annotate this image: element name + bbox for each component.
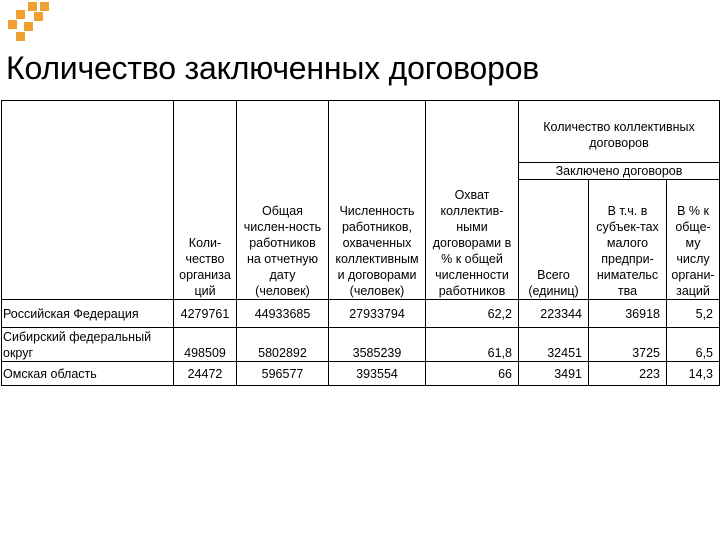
col-header-coverage-percent: Охват коллектив- ными договорами в % к общей численности работников — [426, 101, 519, 300]
cell-total-workers: 596577 — [237, 362, 329, 386]
table-row — [2, 300, 720, 328]
col-header-organizations: Коли- чество организа ций — [174, 101, 237, 300]
cell-organizations: 4279761 — [174, 300, 237, 328]
subgroup-header-concluded: Заключено договоров — [519, 163, 720, 180]
cell-total-units: 32451 — [519, 328, 589, 362]
cell-coverage-percent: 66 — [426, 362, 519, 386]
region-header-cell — [2, 101, 174, 300]
region-name: Российская Федерация — [2, 300, 174, 328]
contracts-table — [1, 100, 720, 386]
cell-small-business: 36918 — [589, 300, 667, 328]
col-header-total-workers: Общая числен-ность работников на отчетную дату (человек) — [237, 101, 329, 300]
col-header-percent-of-orgs: В % к обще- му числу органи- заций — [667, 180, 720, 300]
cell-small-business: 3725 — [589, 328, 667, 362]
corner-decoration — [0, 0, 80, 44]
cell-covered-workers: 3585239 — [329, 328, 426, 362]
cell-total-units: 3491 — [519, 362, 589, 386]
cell-organizations: 24472 — [174, 362, 237, 386]
cell-percent-of-orgs: 5,2 — [667, 300, 720, 328]
col-header-small-business: В т.ч. в субъек-тах малого предпри- нимательс тва — [589, 180, 667, 300]
cell-percent-of-orgs: 6,5 — [667, 328, 720, 362]
group-header-collective-agreements: Количество коллективных договоров — [519, 101, 720, 163]
cell-small-business: 223 — [589, 362, 667, 386]
cell-total-workers: 5802892 — [237, 328, 329, 362]
region-name: Омская область — [2, 362, 174, 386]
table-row — [2, 362, 720, 386]
region-name: Сибирский федеральный округ — [2, 328, 174, 362]
cell-percent-of-orgs: 14,3 — [667, 362, 720, 386]
page-title: Количество заключенных договоров — [6, 50, 540, 86]
cell-total-units: 223344 — [519, 300, 589, 328]
table-row — [2, 328, 720, 362]
cell-total-workers: 44933685 — [237, 300, 329, 328]
cell-organizations: 498509 — [174, 328, 237, 362]
cell-covered-workers: 27933794 — [329, 300, 426, 328]
col-header-covered-workers: Численность работников, охваченных коллективным и договорами (человек) — [329, 101, 426, 300]
col-header-total-units: Всего (единиц) — [519, 180, 589, 300]
cell-coverage-percent: 61,8 — [426, 328, 519, 362]
cell-covered-workers: 393554 — [329, 362, 426, 386]
cell-coverage-percent: 62,2 — [426, 300, 519, 328]
